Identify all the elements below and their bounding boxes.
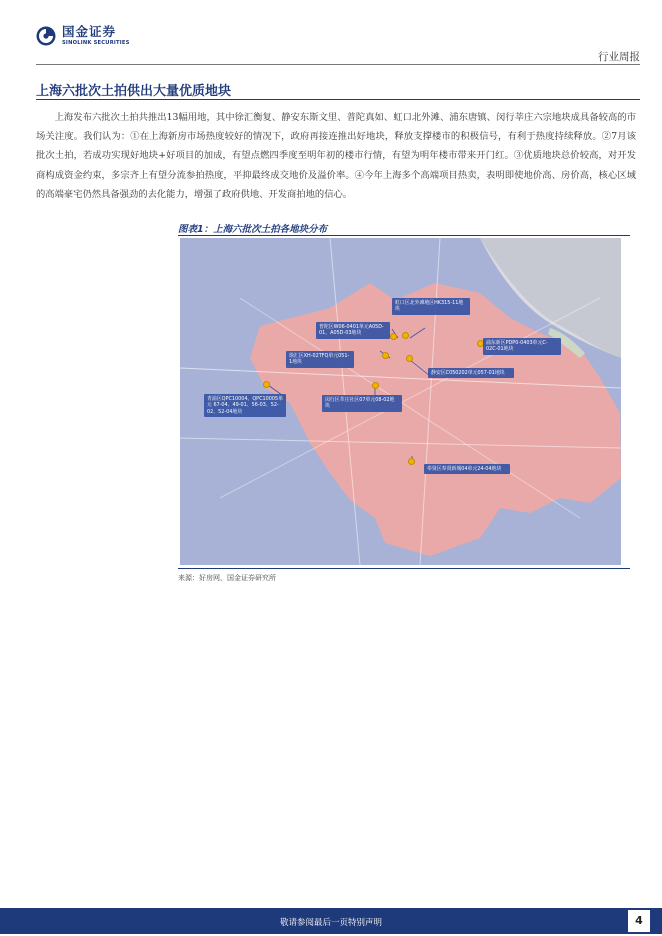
map-label-hongkou: 虹口区北外滩地区HK315-11地块 <box>392 298 470 315</box>
map-label-minhang: 闵行区莘庄社区07单元08-02地块 <box>322 395 402 412</box>
map-label-xuhui: 徐汇区XH-02TFQ单元051-1地块 <box>286 351 354 368</box>
map-label-pudong: 浦东新区PDP0-0403单元C-02C-01地块 <box>483 338 561 355</box>
figure-source: 来源：好房网，国金证券研究所 <box>178 574 276 582</box>
figure-title: 图表1：上海六批次土拍各地块分布 <box>178 224 328 235</box>
land-plot-pin <box>407 356 412 361</box>
figure-bottom-rule <box>178 568 630 569</box>
map-label-qingpu: 青浦区QPC10004、QPC10005单元 67-04、49-01、56-03、52-02、52-04地块 <box>204 394 286 417</box>
document-type: 行业周报 <box>598 51 640 63</box>
shanghai-land-map <box>180 238 621 565</box>
company-logo <box>36 26 130 46</box>
section-title: 上海六批次土拍供出大量优质地块 <box>36 84 232 99</box>
logo-chinese-name: 国金证券 <box>62 24 117 40</box>
footer-bar <box>0 908 662 934</box>
map-label-putuo: 普陀区W06-0401单元A05D-01、A05D-03地块 <box>316 322 390 339</box>
land-plot-pin <box>409 459 414 464</box>
page-number: 4 <box>628 910 650 932</box>
body-paragraph: 上海发布六批次土拍共推出13幅用地，其中徐汇衡复、静安东斯文里、普陀真如、虹口北外滩、浦东唐镇、闵行莘庄六宗地块成具备较高的市场关注度。我们认为：①在上海新房市场热度较好的情况下，政府再接连推出好地块，释放支撑楼市的积极信号，有利于热度持续释放。②7月该批次土拍，若成功实现好地块+好项目的加成，有望点燃四季度至明年初的楼市行情，有望为明年楼市带来开门红。③优质地块总价较高，对开发商构成资金约束，多宗齐上有望分流参拍热度，平抑最终成交地价及溢价率。④今年上海多个高端项目热卖，表明即使地价高、房价高，核心区域的高端豪宅仍然具备强劲的去化能力，增强了政府供地、开发商拍地的信心。 <box>36 112 636 200</box>
header-divider <box>36 64 640 65</box>
figure-top-rule <box>178 235 630 236</box>
land-plot-pin <box>373 383 378 388</box>
land-plot-pin <box>264 382 269 387</box>
map-label-jingan: 静安区C050202单元057-01地块 <box>428 368 514 378</box>
land-plot-pin <box>383 353 388 358</box>
disclaimer-note: 敬请参阅最后一页特别声明 <box>279 918 382 928</box>
land-plot-pin <box>391 334 396 339</box>
map-label-fengxian: 奉贤区奉贤新城04单元24-04地块 <box>424 464 510 474</box>
title-divider <box>36 99 640 100</box>
land-plot-pin <box>403 333 408 338</box>
sinolink-logo-icon <box>36 26 56 46</box>
logo-english-name: SINOLINK SECURITIES <box>62 39 130 46</box>
